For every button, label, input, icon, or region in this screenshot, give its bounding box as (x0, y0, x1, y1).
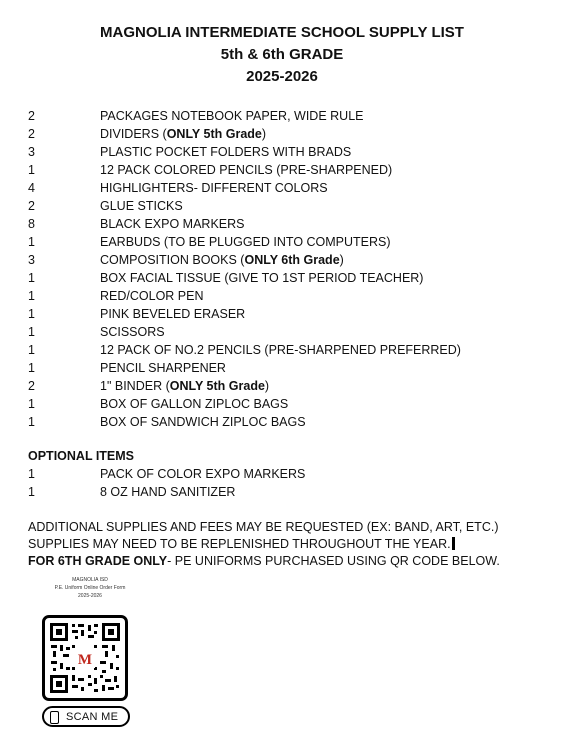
item-text: COMPOSITION BOOKS ( (100, 253, 245, 267)
item-text: DIVIDERS ( (100, 127, 167, 141)
item-text-end: ) (339, 253, 344, 267)
school-title: MAGNOLIA INTERMEDIATE SCHOOL SUPPLY LIST (100, 24, 464, 41)
item-text: HIGHLIGHTERS- DIFFERENT COLORS (100, 181, 328, 195)
item-text: PLASTIC POCKET FOLDERS WITH BRADS (100, 145, 352, 159)
list-item (28, 341, 461, 359)
list-item (28, 107, 461, 125)
text-cursor-icon (452, 537, 455, 550)
item-text: BLACK EXPO MARKERS (100, 217, 245, 231)
list-item (28, 197, 461, 215)
list-item (28, 465, 305, 483)
item-qty: 1 (28, 163, 35, 177)
optional-items-heading: OPTIONAL ITEMS (28, 449, 135, 463)
item-text: PINK BEVELED ERASER (100, 307, 246, 321)
pe-uniform-note (28, 553, 553, 570)
item-text: SCISSORS (100, 325, 165, 339)
item-qty: 2 (28, 199, 35, 213)
pe-uniform-text: - PE UNIFORMS PURCHASED USING QR CODE BELOW. (167, 554, 500, 568)
item-text: 12 PACK COLORED PENCILS (PRE-SHARPENED) (100, 163, 393, 177)
item-text: EARBUDS (TO BE PLUGGED INTO COMPUTERS) (100, 235, 391, 249)
list-item (28, 287, 461, 305)
qr-caption-year: 2025-2026 (78, 593, 102, 599)
list-item (28, 377, 461, 395)
item-qty: 1 (28, 271, 35, 285)
list-item (28, 269, 461, 287)
list-item (28, 323, 461, 341)
item-grade-note: ONLY 5th Grade (166, 127, 262, 141)
item-qty: 1 (28, 325, 35, 339)
sixth-grade-label: FOR 6TH GRADE ONLY (28, 554, 168, 568)
item-grade-note: ONLY 6th Grade (244, 253, 340, 267)
item-qty: 8 (28, 217, 35, 231)
item-qty: 1 (28, 467, 35, 481)
item-text: BOX OF SANDWICH ZIPLOC BAGS (100, 415, 306, 429)
list-item (28, 233, 461, 251)
list-item (28, 483, 305, 501)
qr-caption-form: P.E. Uniform Online Order Form (54, 585, 126, 591)
item-text: RED/COLOR PEN (100, 289, 204, 303)
item-qty: 2 (28, 127, 35, 141)
item-grade-note: ONLY 5th Grade (169, 379, 265, 393)
qr-caption-district: MAGNOLIA ISD (72, 577, 108, 583)
item-qty: 1 (28, 235, 35, 249)
list-item (28, 305, 461, 323)
item-text: PACKAGES NOTEBOOK PAPER, WIDE RULE (100, 109, 364, 123)
item-text: BOX OF GALLON ZIPLOC BAGS (100, 397, 289, 411)
item-qty: 1 (28, 415, 35, 429)
phone-icon (50, 711, 59, 724)
item-qty: 1 (28, 343, 35, 357)
qr-code-icon (50, 623, 120, 693)
item-text: 12 PACK OF NO.2 PENCILS (PRE-SHARPENED PREFERRED) (100, 343, 461, 357)
item-text-end: ) (264, 379, 270, 393)
item-text: GLUE STICKS (100, 199, 183, 213)
list-item (28, 413, 461, 431)
item-text: PACK OF COLOR EXPO MARKERS (100, 467, 306, 481)
qr-caption (42, 576, 138, 600)
item-qty: 3 (28, 145, 35, 159)
additional-supplies-note (28, 519, 553, 553)
item-text: PENCIL SHARPENER (100, 361, 226, 375)
list-item (28, 251, 461, 269)
item-qty: 1 (28, 361, 35, 375)
item-qty: 3 (28, 253, 35, 267)
scan-me-label: SCAN ME (66, 711, 119, 723)
item-qty: 1 (28, 289, 35, 303)
supply-list (28, 107, 461, 431)
notes-section (28, 519, 553, 570)
item-qty: 1 (28, 485, 35, 499)
year-title: 2025-2026 (246, 68, 318, 85)
item-text: 1" BINDER ( (100, 379, 170, 393)
list-item (28, 179, 461, 197)
item-qty: 1 (28, 397, 35, 411)
page-header (0, 22, 564, 88)
item-text-end: ) (261, 127, 267, 141)
item-qty: 4 (28, 181, 35, 195)
item-qty: 1 (28, 307, 35, 321)
list-item (28, 161, 461, 179)
optional-items-list (28, 465, 305, 501)
scan-me-badge[interactable] (42, 706, 130, 727)
grade-title: 5th & 6th GRADE (220, 46, 344, 63)
item-text: BOX FACIAL TISSUE (GIVE TO 1ST PERIOD TEACHER) (100, 271, 424, 285)
item-text: 8 OZ HAND SANITIZER (100, 485, 236, 499)
item-qty: 2 (28, 109, 35, 123)
list-item (28, 215, 461, 233)
qr-code[interactable] (42, 615, 128, 701)
list-item (28, 359, 461, 377)
qr-logo-letter: M (77, 652, 93, 668)
additional-supplies-text: ADDITIONAL SUPPLIES AND FEES MAY BE REQUESTED (EX: BAND, ART, ETC.) SUPPLIES MAY NEED TO BE REPLENISHED THROUGHOUT THE YEAR. (28, 520, 499, 551)
list-item (28, 395, 461, 413)
list-item (28, 143, 461, 161)
item-qty: 2 (28, 379, 35, 393)
list-item (28, 125, 461, 143)
